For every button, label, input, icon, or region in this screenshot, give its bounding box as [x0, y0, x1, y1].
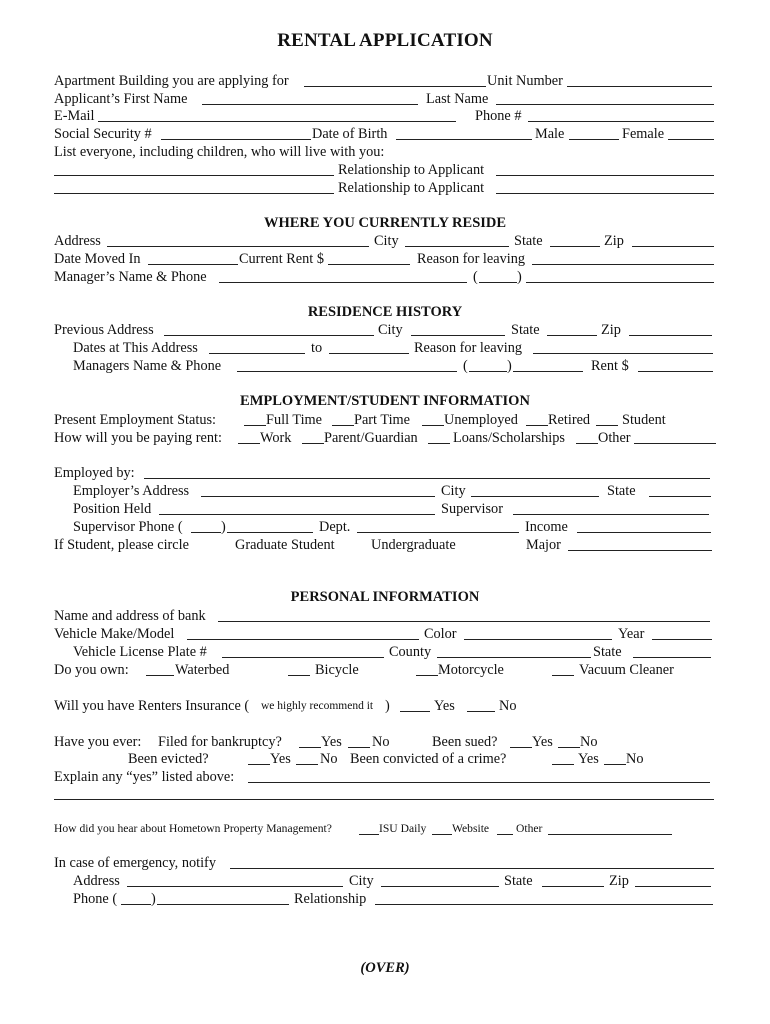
convicted-yes-check[interactable] — [552, 764, 574, 765]
sued-no-label: No — [580, 734, 598, 750]
plate-state-label: State — [593, 644, 622, 660]
supervisor-field[interactable] — [513, 514, 709, 515]
manager-label: Manager’s Name & Phone — [54, 269, 207, 285]
row-hear-about — [54, 820, 716, 838]
apartment-label: Apartment Building you are applying for — [54, 73, 289, 89]
dates-to-field[interactable] — [329, 353, 409, 354]
zip-label: Zip — [604, 233, 624, 249]
employer-state-field[interactable] — [649, 496, 711, 497]
row-plate — [73, 643, 715, 661]
row-explain — [54, 768, 716, 786]
unemployed-check[interactable] — [422, 425, 444, 426]
year-label: Year — [618, 626, 645, 642]
own-label: Do you own: — [54, 662, 129, 678]
isu-daily-label: ISU Daily — [379, 822, 427, 835]
city-label: City — [374, 233, 399, 249]
bankruptcy-yes-check[interactable] — [299, 747, 321, 748]
row-employed-by — [54, 464, 716, 482]
other-hear-label: Other — [516, 822, 543, 835]
isu-daily-check[interactable] — [359, 834, 379, 835]
employment-status-label: Present Employment Status: — [54, 412, 217, 428]
waterbed-check[interactable] — [146, 675, 174, 676]
unit-field[interactable] — [567, 86, 712, 87]
bankruptcy-yes-label: Yes — [321, 734, 342, 750]
unit-label: Unit Number — [487, 73, 563, 89]
emergency-relationship-field[interactable] — [375, 904, 713, 905]
female-field[interactable] — [668, 139, 714, 140]
dates-label: Dates at This Address — [73, 340, 198, 356]
prev-state-label: State — [511, 322, 540, 338]
row-emergency-address — [73, 872, 715, 890]
other-hear-check[interactable] — [497, 834, 513, 835]
employed-by-label: Employed by: — [54, 465, 135, 481]
row-occupant-2 — [54, 179, 716, 197]
address-label: Address — [54, 233, 101, 249]
supervisor-label: Supervisor — [441, 501, 503, 517]
relationship-2-field[interactable] — [496, 193, 714, 194]
emergency-area-code-field[interactable] — [121, 904, 151, 905]
employer-state-label: State — [607, 483, 636, 499]
work-label: Work — [260, 430, 292, 446]
row-prev-manager — [73, 357, 715, 375]
other-hear-field[interactable] — [548, 834, 672, 835]
income-field[interactable] — [577, 532, 711, 533]
retired-label: Retired — [548, 412, 591, 428]
prev-phone-field[interactable] — [513, 371, 583, 372]
sued-yes-label: Yes — [532, 734, 553, 750]
row-evicted — [54, 750, 716, 768]
insurance-no-check[interactable] — [467, 711, 495, 712]
occupants-label: List everyone, including children, who will live with you: — [54, 144, 385, 160]
last-name-label: Last Name — [426, 91, 489, 107]
bankruptcy-no-label: No — [372, 734, 390, 750]
row-email — [54, 107, 716, 125]
section-personal-heading: PERSONAL INFORMATION — [290, 589, 480, 605]
emergency-paren-close: ) — [151, 891, 156, 907]
vehicle-label: Vehicle Make/Model — [54, 626, 175, 642]
loans-check[interactable] — [428, 443, 450, 444]
date-moved-label: Date Moved In — [54, 251, 141, 267]
row-bank — [54, 607, 716, 625]
page-title: RENTAL APPLICATION — [277, 30, 493, 51]
prev-rent-field[interactable] — [638, 371, 713, 372]
evicted-yes-check[interactable] — [248, 764, 270, 765]
dept-field[interactable] — [357, 532, 519, 533]
plate-state-field[interactable] — [633, 657, 711, 658]
manager-area-code-field[interactable] — [479, 282, 517, 283]
prev-manager-field[interactable] — [237, 371, 457, 372]
employed-by-field[interactable] — [144, 478, 710, 479]
ssn-field[interactable] — [161, 139, 311, 140]
vacuum-label: Vacuum Cleaner — [579, 662, 674, 678]
parent-label: Parent/Guardian — [324, 430, 418, 446]
sued-no-check[interactable] — [558, 747, 580, 748]
row-prev-dates — [73, 339, 715, 357]
evicted-no-label: No — [320, 751, 338, 767]
bicycle-check[interactable] — [288, 675, 310, 676]
employer-city-label: City — [441, 483, 466, 499]
position-label: Position Held — [73, 501, 152, 517]
manager-paren-close: ) — [517, 269, 522, 285]
county-field[interactable] — [437, 657, 591, 658]
ssn-label: Social Security # — [54, 126, 152, 142]
state-label: State — [514, 233, 543, 249]
convicted-yes-label: Yes — [578, 751, 599, 767]
male-label: Male — [535, 126, 565, 142]
evicted-yes-label: Yes — [270, 751, 291, 767]
supervisor-paren-close: ) — [221, 519, 226, 535]
reason-field[interactable] — [532, 264, 714, 265]
prev-reason-label: Reason for leaving — [414, 340, 522, 356]
occupant-1-field[interactable] — [54, 175, 334, 176]
explain-label: Explain any “yes” listed above: — [54, 769, 235, 785]
other-pay-field[interactable] — [634, 443, 716, 444]
prev-rent-label: Rent $ — [591, 358, 629, 374]
relationship-1-field[interactable] — [496, 175, 714, 176]
major-label: Major — [526, 537, 561, 553]
row-own — [54, 661, 716, 679]
emergency-phone-field[interactable] — [157, 904, 289, 905]
bank-label: Name and address of bank — [54, 608, 206, 624]
prev-managers-label: Managers Name & Phone — [73, 358, 222, 374]
insurance-no-label: No — [499, 698, 517, 714]
insurance-close: ) — [385, 698, 390, 714]
insurance-label: Will you have Renters Insurance ( — [54, 698, 250, 714]
city-field[interactable] — [405, 246, 509, 247]
bicycle-label: Bicycle — [315, 662, 359, 678]
motorcycle-label: Motorcycle — [438, 662, 504, 678]
emergency-phone-label: Phone ( — [73, 891, 118, 907]
part-time-label: Part Time — [354, 412, 411, 428]
supervisor-phone-label: Supervisor Phone ( — [73, 519, 183, 535]
zip-field[interactable] — [632, 246, 714, 247]
motorcycle-check[interactable] — [416, 675, 438, 676]
row-emergency — [54, 854, 716, 872]
first-name-label: Applicant’s First Name — [54, 91, 188, 107]
to-label: to — [311, 340, 323, 356]
convicted-no-check[interactable] — [604, 764, 626, 765]
color-field[interactable] — [464, 639, 612, 640]
row-current-dates — [54, 250, 716, 268]
row-occupant-1 — [54, 161, 716, 179]
row-student — [54, 536, 716, 554]
position-field[interactable] — [159, 514, 435, 515]
phone-label: Phone # — [475, 108, 522, 124]
income-label: Income — [525, 519, 568, 535]
last-name-field[interactable] — [496, 104, 714, 105]
address-field[interactable] — [107, 246, 369, 247]
section-employment-heading: EMPLOYMENT/STUDENT INFORMATION — [240, 393, 530, 409]
student-circle-label: If Student, please circle — [54, 537, 189, 553]
reason-label: Reason for leaving — [417, 251, 525, 267]
prev-paren-open: ( — [463, 358, 468, 374]
supervisor-area-code-field[interactable] — [191, 532, 221, 533]
plate-label: Vehicle License Plate # — [73, 644, 207, 660]
row-current-manager — [54, 268, 716, 286]
section-history-heading: RESIDENCE HISTORY — [307, 304, 463, 320]
manager-paren-open: ( — [473, 269, 478, 285]
prev-address-label: Previous Address — [54, 322, 154, 338]
sued-label: Been sued? — [432, 734, 498, 750]
phone-field[interactable] — [528, 121, 714, 122]
row-insurance — [54, 697, 716, 715]
manager-field[interactable] — [219, 282, 467, 283]
row-prev-address — [54, 321, 716, 339]
row-ssn — [54, 125, 716, 143]
emergency-state-field[interactable] — [542, 886, 604, 887]
color-label: Color — [424, 626, 457, 642]
bank-field[interactable] — [218, 621, 710, 622]
row-vehicle — [54, 625, 716, 643]
manager-phone-field[interactable] — [526, 282, 714, 283]
parent-check[interactable] — [302, 443, 324, 444]
convicted-label: Been convicted of a crime? — [350, 751, 507, 767]
row-current-address — [54, 232, 716, 250]
waterbed-label: Waterbed — [175, 662, 230, 678]
explain-field[interactable] — [248, 782, 710, 783]
dept-label: Dept. — [319, 519, 351, 535]
state-field[interactable] — [550, 246, 600, 247]
other-pay-label: Other — [598, 430, 631, 446]
part-time-check[interactable] — [332, 425, 354, 426]
prev-city-label: City — [378, 322, 403, 338]
sued-yes-check[interactable] — [510, 747, 532, 748]
insurance-note: we highly recommend it — [261, 700, 374, 712]
first-name-field[interactable] — [202, 104, 418, 105]
row-name — [54, 90, 716, 108]
hear-about-label: How did you hear about Hometown Property Management? — [54, 822, 332, 835]
female-label: Female — [622, 126, 665, 142]
emergency-address-field[interactable] — [127, 886, 343, 887]
undergraduate-option[interactable]: Undergraduate — [371, 537, 456, 553]
occupant-2-field[interactable] — [54, 193, 334, 194]
vacuum-check[interactable] — [552, 675, 574, 676]
prev-paren-close: ) — [507, 358, 512, 374]
dob-field[interactable] — [396, 139, 532, 140]
year-field[interactable] — [652, 639, 712, 640]
email-field[interactable] — [98, 121, 456, 122]
row-supervisor-phone — [73, 518, 715, 536]
row-employer-address — [73, 482, 715, 500]
employer-city-field[interactable] — [471, 496, 599, 497]
row-apartment — [54, 72, 716, 90]
vehicle-field[interactable] — [187, 639, 419, 640]
prev-zip-field[interactable] — [629, 335, 712, 336]
row-employment-status — [54, 411, 716, 429]
current-rent-field[interactable] — [328, 264, 410, 265]
convicted-no-label: No — [626, 751, 644, 767]
prev-address-field[interactable] — [164, 335, 374, 336]
loans-label: Loans/Scholarships — [453, 430, 565, 446]
prev-zip-label: Zip — [601, 322, 621, 338]
website-label: Website — [452, 822, 490, 835]
have-you-ever-label: Have you ever: — [54, 734, 142, 750]
row-list-label — [54, 143, 716, 161]
major-field[interactable] — [568, 550, 712, 551]
emergency-city-field[interactable] — [381, 886, 499, 887]
emergency-label: In case of emergency, notify — [54, 855, 216, 871]
row-paying-rent — [54, 429, 716, 447]
row-emergency-phone — [73, 890, 715, 908]
emergency-zip-field[interactable] — [635, 886, 711, 887]
retired-check[interactable] — [526, 425, 548, 426]
explain-field-line-2[interactable] — [54, 799, 714, 800]
emergency-zip-label: Zip — [609, 873, 629, 889]
unemployed-label: Unemployed — [444, 412, 518, 428]
current-rent-label: Current Rent $ — [239, 251, 324, 267]
prev-city-field[interactable] — [411, 335, 505, 336]
emergency-field[interactable] — [230, 868, 714, 869]
date-moved-field[interactable] — [148, 264, 238, 265]
insurance-yes-check[interactable] — [400, 711, 430, 712]
graduate-option[interactable]: Graduate Student — [235, 537, 335, 553]
apartment-field[interactable] — [304, 86, 486, 87]
website-check[interactable] — [432, 834, 452, 835]
prev-area-code-field[interactable] — [469, 371, 507, 372]
evicted-no-check[interactable] — [296, 764, 318, 765]
dates-from-field[interactable] — [209, 353, 305, 354]
prev-state-field[interactable] — [547, 335, 597, 336]
plate-field[interactable] — [222, 657, 384, 658]
email-label: E-Mail — [54, 108, 95, 124]
bankruptcy-no-check[interactable] — [348, 747, 370, 748]
bankruptcy-label: Filed for bankruptcy? — [158, 734, 282, 750]
row-position — [73, 500, 715, 518]
row-bankruptcy — [54, 733, 716, 751]
over-footer: (OVER) — [360, 960, 410, 976]
emergency-city-label: City — [349, 873, 374, 889]
dob-label: Date of Birth — [312, 126, 388, 142]
prev-reason-field[interactable] — [533, 353, 713, 354]
other-pay-check[interactable] — [576, 443, 598, 444]
paying-label: How will you be paying rent: — [54, 430, 222, 446]
evicted-label: Been evicted? — [128, 751, 209, 767]
work-check[interactable] — [238, 443, 260, 444]
section-current-heading: WHERE YOU CURRENTLY RESIDE — [263, 215, 507, 231]
relationship-label-2: Relationship to Applicant — [338, 180, 485, 196]
emergency-relationship-label: Relationship — [294, 891, 367, 907]
student-label: Student — [622, 412, 666, 428]
supervisor-phone-field[interactable] — [227, 532, 313, 533]
emergency-address-label: Address — [73, 873, 120, 889]
county-label: County — [389, 644, 432, 660]
full-time-label: Full Time — [266, 412, 323, 428]
relationship-label-1: Relationship to Applicant — [338, 162, 485, 178]
male-field[interactable] — [569, 139, 619, 140]
employer-address-label: Employer’s Address — [73, 483, 190, 499]
employer-address-field[interactable] — [201, 496, 435, 497]
student-check[interactable] — [596, 425, 618, 426]
full-time-check[interactable] — [244, 425, 266, 426]
insurance-yes-label: Yes — [434, 698, 455, 714]
emergency-state-label: State — [504, 873, 533, 889]
